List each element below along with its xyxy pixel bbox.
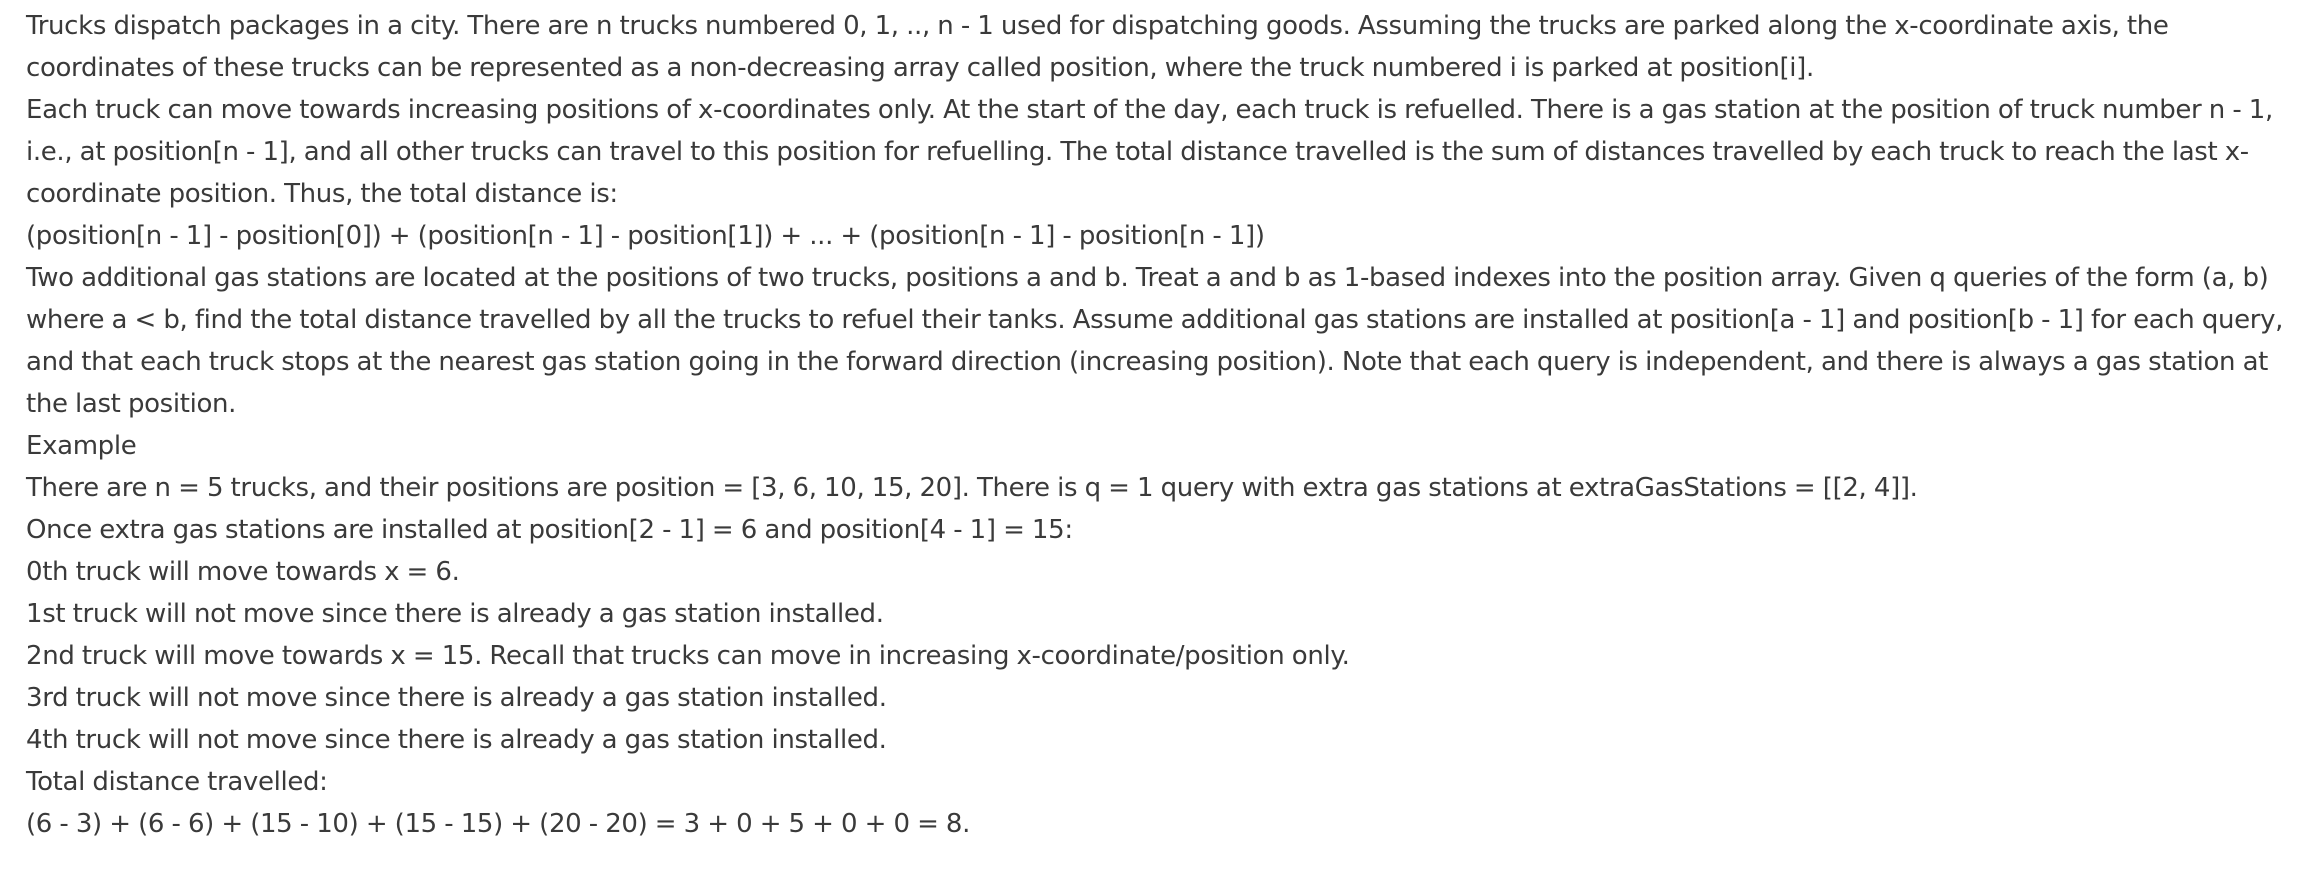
queries-paragraph: Two additional gas stations are located at the positions of two trucks, positions a and b. Treat a and b as 1-based indexes into the position array. Given q queries of the form (a, b) where a < b, find the total distance travelled by all the trucks to refuel their tanks. Assume additional gas stations are installed at position[a - 1] and position[b - 1] for each query, and that each truck stops at the nearest gas station going in the forward direction (increasing position). Note that each query is independent, and there is always a gas station at the last position. <box>26 263 2284 419</box>
movement-paragraph: Each truck can move towards increasing positions of x-coordinates only. At the start of the day, each truck is refuelled. There is a gas station at the position of truck number n - 1, i.e., at position[n - 1], and all other trucks can travel to this position for refuelling. The total distance travelled is the sum of distances travelled by each truck to reach the last x-coordinate position. Thus, the total distance is: <box>26 95 2273 209</box>
example-truck-1: 1st truck will not move since there is already a gas station installed. <box>26 599 884 629</box>
example-heading: Example <box>26 431 137 461</box>
total-distance-calculation: (6 - 3) + (6 - 6) + (15 - 10) + (15 - 15) + (20 - 20) = 3 + 0 + 5 + 0 + 0 = 8. <box>26 809 971 839</box>
total-distance-formula: (position[n - 1] - position[0]) + (position[n - 1] - position[1]) + ... + (position[n - 1] - position[n - 1]) <box>26 221 1265 251</box>
intro-paragraph: Trucks dispatch packages in a city. There are n trucks numbered 0, 1, .., n - 1 used for dispatching goods. Assuming the trucks are parked along the x-coordinate axis, the coordinates of these trucks can be represented as a non-decreasing array called position, where the truck numbered i is parked at position[i]. <box>26 11 2169 83</box>
problem-statement <box>26 5 2306 845</box>
example-truck-2: 2nd truck will move towards x = 15. Recall that trucks can move in increasing x-coordinate/position only. <box>26 641 1350 671</box>
example-setup: There are n = 5 trucks, and their positions are position = [3, 6, 10, 15, 20]. There is q = 1 query with extra gas stations at extraGasStations = [[2, 4]]. <box>26 473 1918 503</box>
example-stations: Once extra gas stations are installed at position[2 - 1] = 6 and position[4 - 1] = 15: <box>26 515 1073 545</box>
example-truck-4: 4th truck will not move since there is already a gas station installed. <box>26 725 887 755</box>
total-distance-label: Total distance travelled: <box>26 767 328 797</box>
example-truck-3: 3rd truck will not move since there is already a gas station installed. <box>26 683 887 713</box>
example-truck-0: 0th truck will move towards x = 6. <box>26 557 460 587</box>
